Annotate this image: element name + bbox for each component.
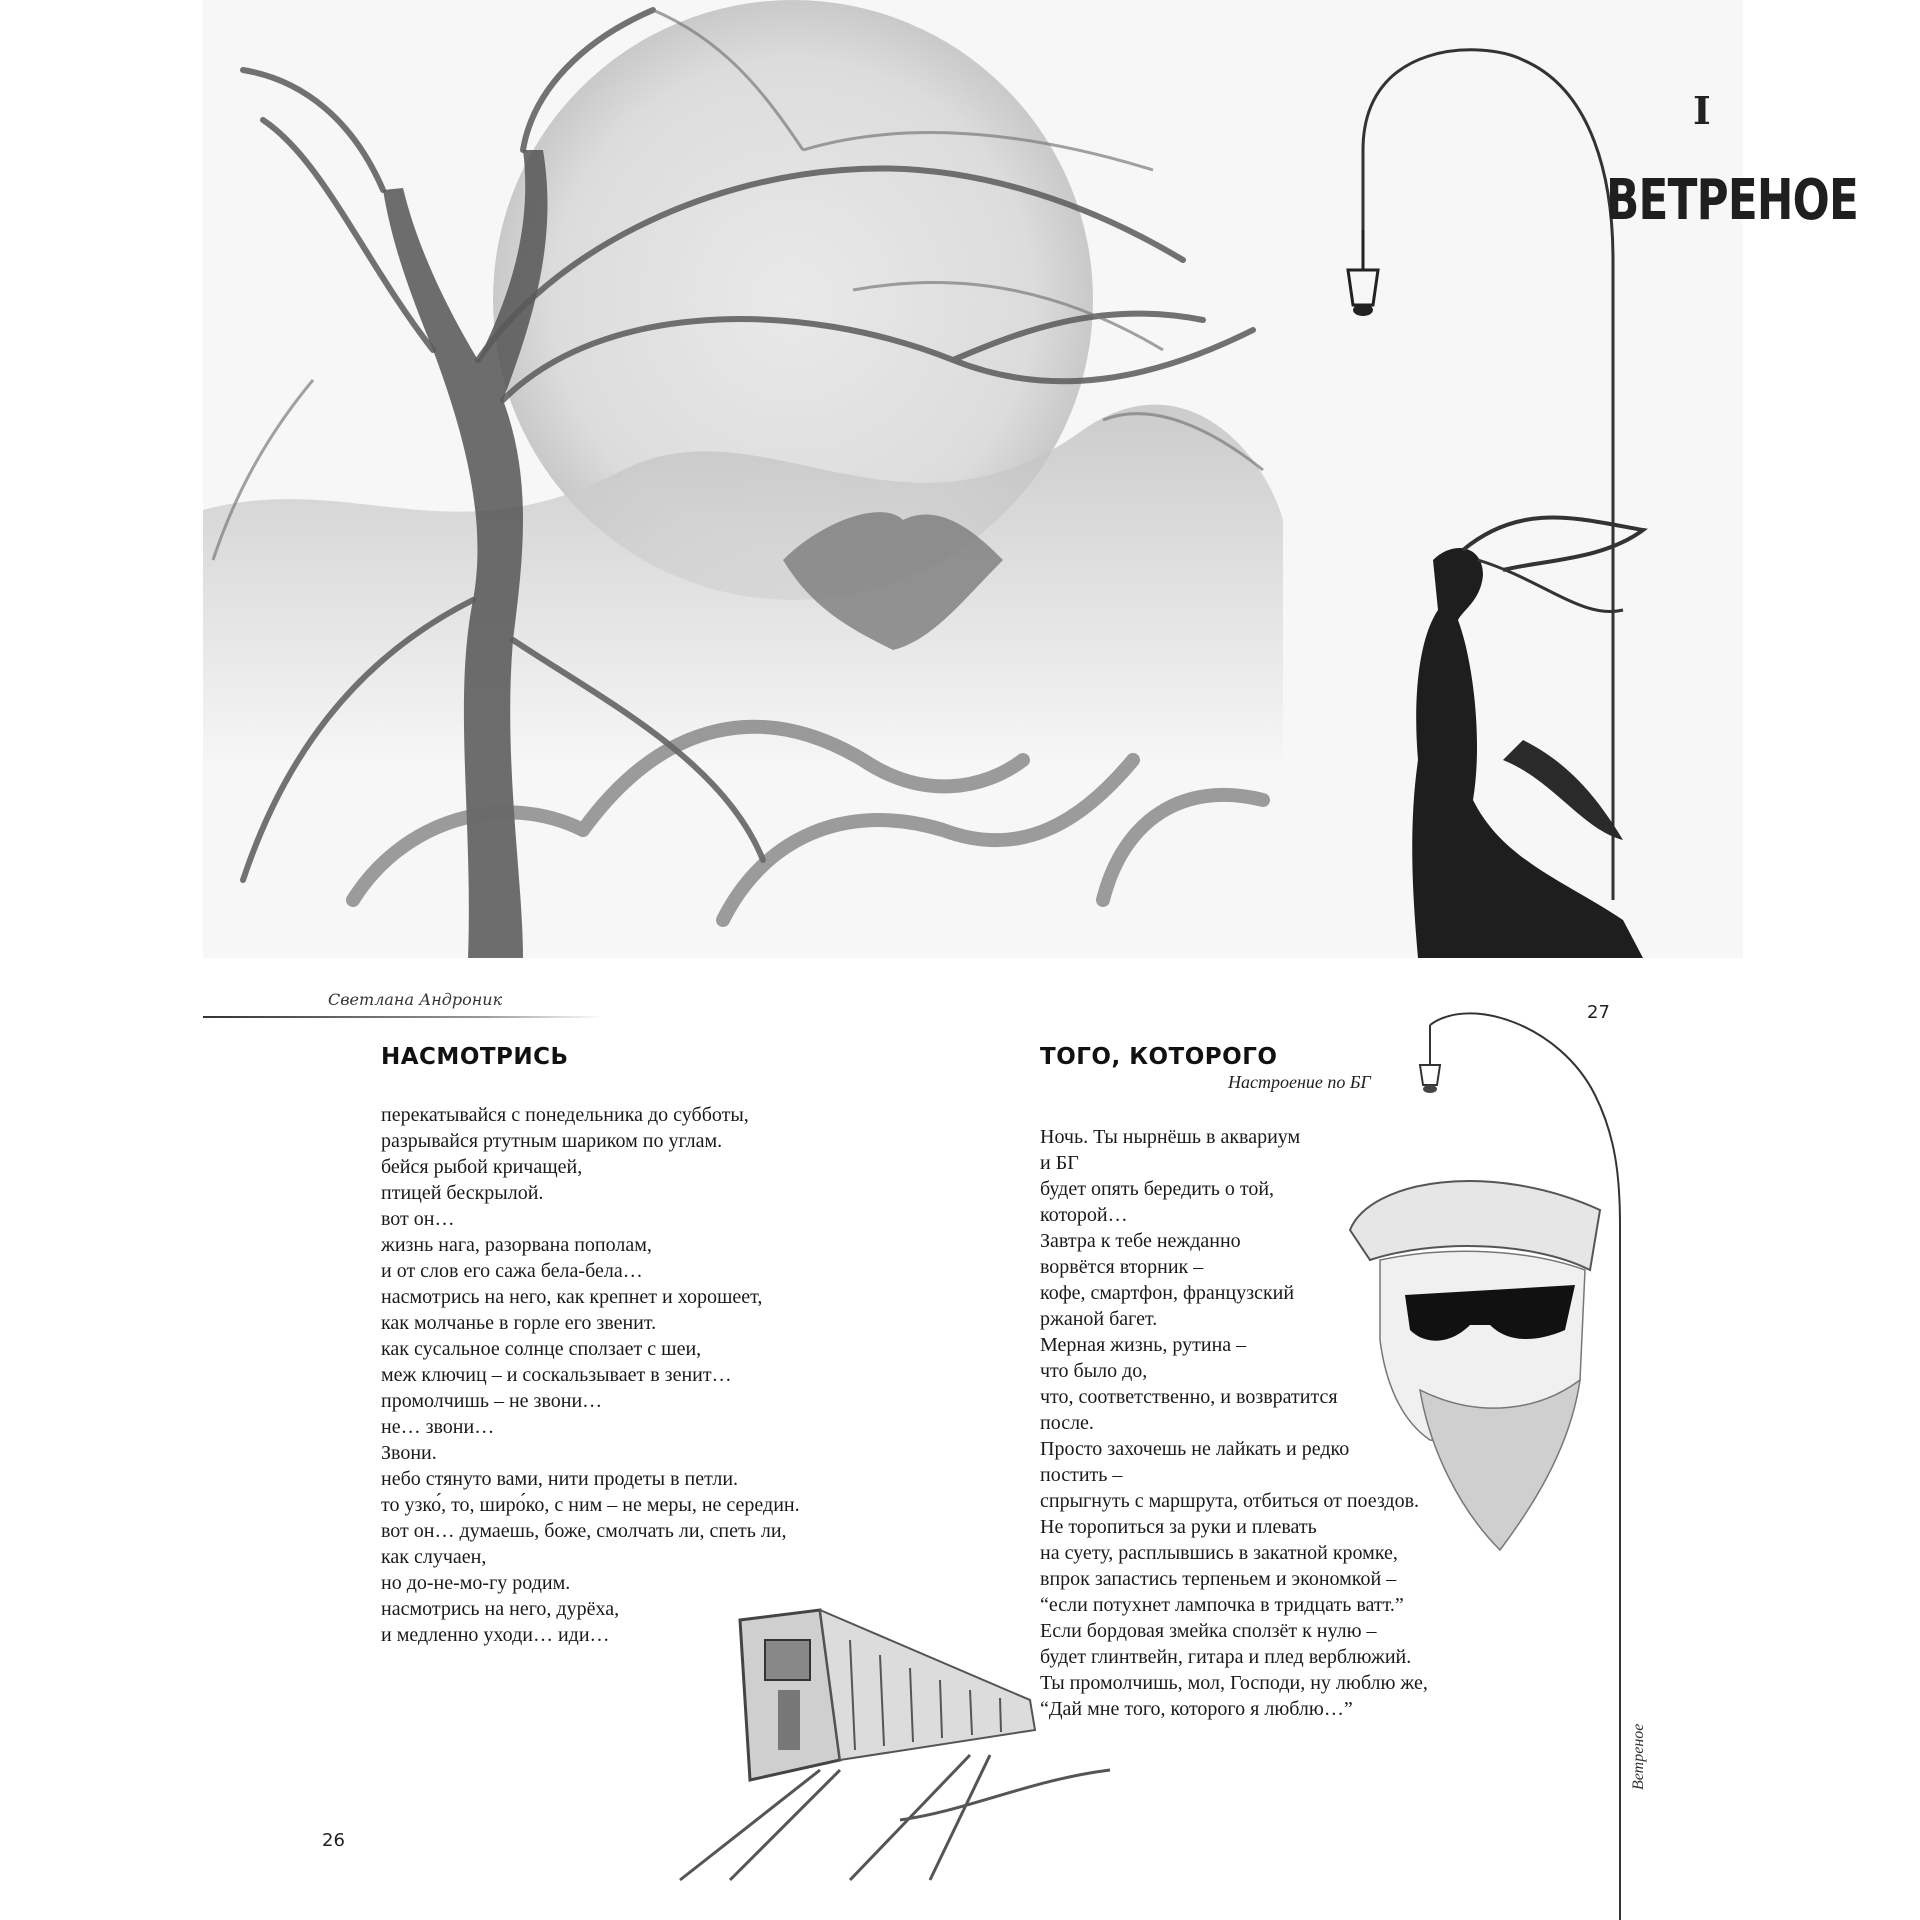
right-poem-title: ТОГО, КОТОРОГО	[1040, 1044, 1278, 1070]
poem-line: и медленно уходи… иди…	[381, 1624, 610, 1646]
poem-line: и от слов его сажа бела-бела…	[381, 1260, 643, 1282]
poem-line: как случаен,	[381, 1546, 487, 1568]
running-head-author: Светлана Андроник	[328, 990, 503, 1009]
poem-line: Ты промолчишь, мол, Господи, ну люблю же,	[1040, 1672, 1428, 1694]
chapter-number: I	[1693, 88, 1711, 133]
poem-line: ворвётся вторник –	[1040, 1256, 1204, 1278]
chapter-title: ВЕТРЕНОЕ	[1606, 168, 1859, 233]
poem-line: после.	[1040, 1412, 1094, 1434]
poem-line: меж ключиц – и соскальзывает в зенит…	[381, 1364, 732, 1386]
poem-line: “если потухнет лампочка в тридцать ватт.”	[1040, 1594, 1404, 1616]
poem-line: Завтра к тебе нежданно	[1040, 1230, 1241, 1252]
poem-line: насмотрись на него, дурёха,	[381, 1598, 620, 1620]
right-page-number: 27	[1587, 1002, 1610, 1023]
poem-line: разрывайся ртутным шариком по углам.	[381, 1130, 723, 1152]
poem-line: Звони.	[381, 1442, 437, 1464]
poem-line: “Дай мне того, которого я люблю…”	[1040, 1698, 1353, 1720]
poem-line: и БГ	[1040, 1152, 1079, 1174]
poem-line: что, соответственно, и возвратится	[1040, 1386, 1338, 1408]
poem-line: впрок запастись терпеньем и экономкой –	[1040, 1568, 1397, 1590]
poem-line: вот он… думаешь, боже, смолчать ли, спеть ли,	[381, 1520, 787, 1542]
poem-line: но до-не-мо-гу родим.	[381, 1572, 571, 1594]
lamp-arch-line	[1363, 50, 1613, 900]
street-lamp-icon	[1420, 1065, 1440, 1093]
poem-line: будет глинтвейн, гитара и плед верблюжий.	[1040, 1646, 1412, 1668]
poem-line: бейся рыбой кричащей,	[381, 1156, 583, 1178]
poem-line: будет опять бередить о той,	[1040, 1178, 1275, 1200]
poem-line: Мерная жизнь, рутина –	[1040, 1334, 1247, 1356]
poem-line: Не торопиться за руки и плевать	[1040, 1516, 1317, 1538]
poem-line: небо стянуто вами, нити продеты в петли.	[381, 1468, 739, 1490]
header-rule	[203, 1016, 603, 1018]
poem-line: Ночь. Ты нырнёшь в аквариум	[1040, 1126, 1301, 1148]
poem-line: кофе, смартфон, французский	[1040, 1282, 1295, 1304]
left-page-number: 26	[322, 1830, 345, 1851]
chapter-illustration	[203, 0, 1859, 958]
poem-line: Если бордовая змейка сползёт к нулю –	[1040, 1620, 1377, 1642]
poem-line: на суету, расплывшись в закатной кромке,	[1040, 1542, 1398, 1564]
left-poem-title: НАСМОТРИСЬ	[381, 1044, 569, 1070]
poem-line: то узко́, то, широ́ко, с ним – не меры, не середин.	[381, 1494, 800, 1516]
poem-line: как молчанье в горле его звенит.	[381, 1312, 657, 1334]
poem-line: птицей бескрылой.	[381, 1182, 544, 1204]
poem-line: что было до,	[1040, 1360, 1148, 1382]
left-poem-text	[381, 1102, 800, 1648]
poem-line: постить –	[1040, 1464, 1123, 1486]
hills-shape	[203, 405, 1283, 760]
poem-line: насмотрись на него, как крепнет и хорошеет,	[381, 1286, 763, 1308]
poem-line: вот он…	[381, 1208, 455, 1230]
poem-line: которой…	[1040, 1204, 1128, 1226]
poem-line: как сусальное солнце сползает с шеи,	[381, 1338, 702, 1360]
poem-line: промолчишь – не звони…	[381, 1390, 603, 1412]
poem-line: перекатывайся с понедельника до субботы,	[381, 1104, 749, 1126]
poem-line: Просто захочешь не лайкать и редко	[1040, 1438, 1350, 1460]
section-label-vertical: Ветреное	[1630, 1723, 1647, 1790]
poem-line: спрыгнуть с маршрута, отбиться от поездов.	[1040, 1490, 1420, 1512]
poem-line: жизнь нага, разорвана пополам,	[381, 1234, 652, 1256]
right-poem-text	[1040, 1124, 1428, 1722]
woman-silhouette	[1412, 518, 1643, 959]
poem-line: не… звони…	[381, 1416, 495, 1438]
poem-line: ржаной багет.	[1040, 1308, 1158, 1330]
poem-subtitle: Настроение по БГ	[1228, 1072, 1371, 1092]
street-lamp-icon	[1348, 230, 1378, 316]
wind-tree-drawing	[203, 0, 1743, 958]
